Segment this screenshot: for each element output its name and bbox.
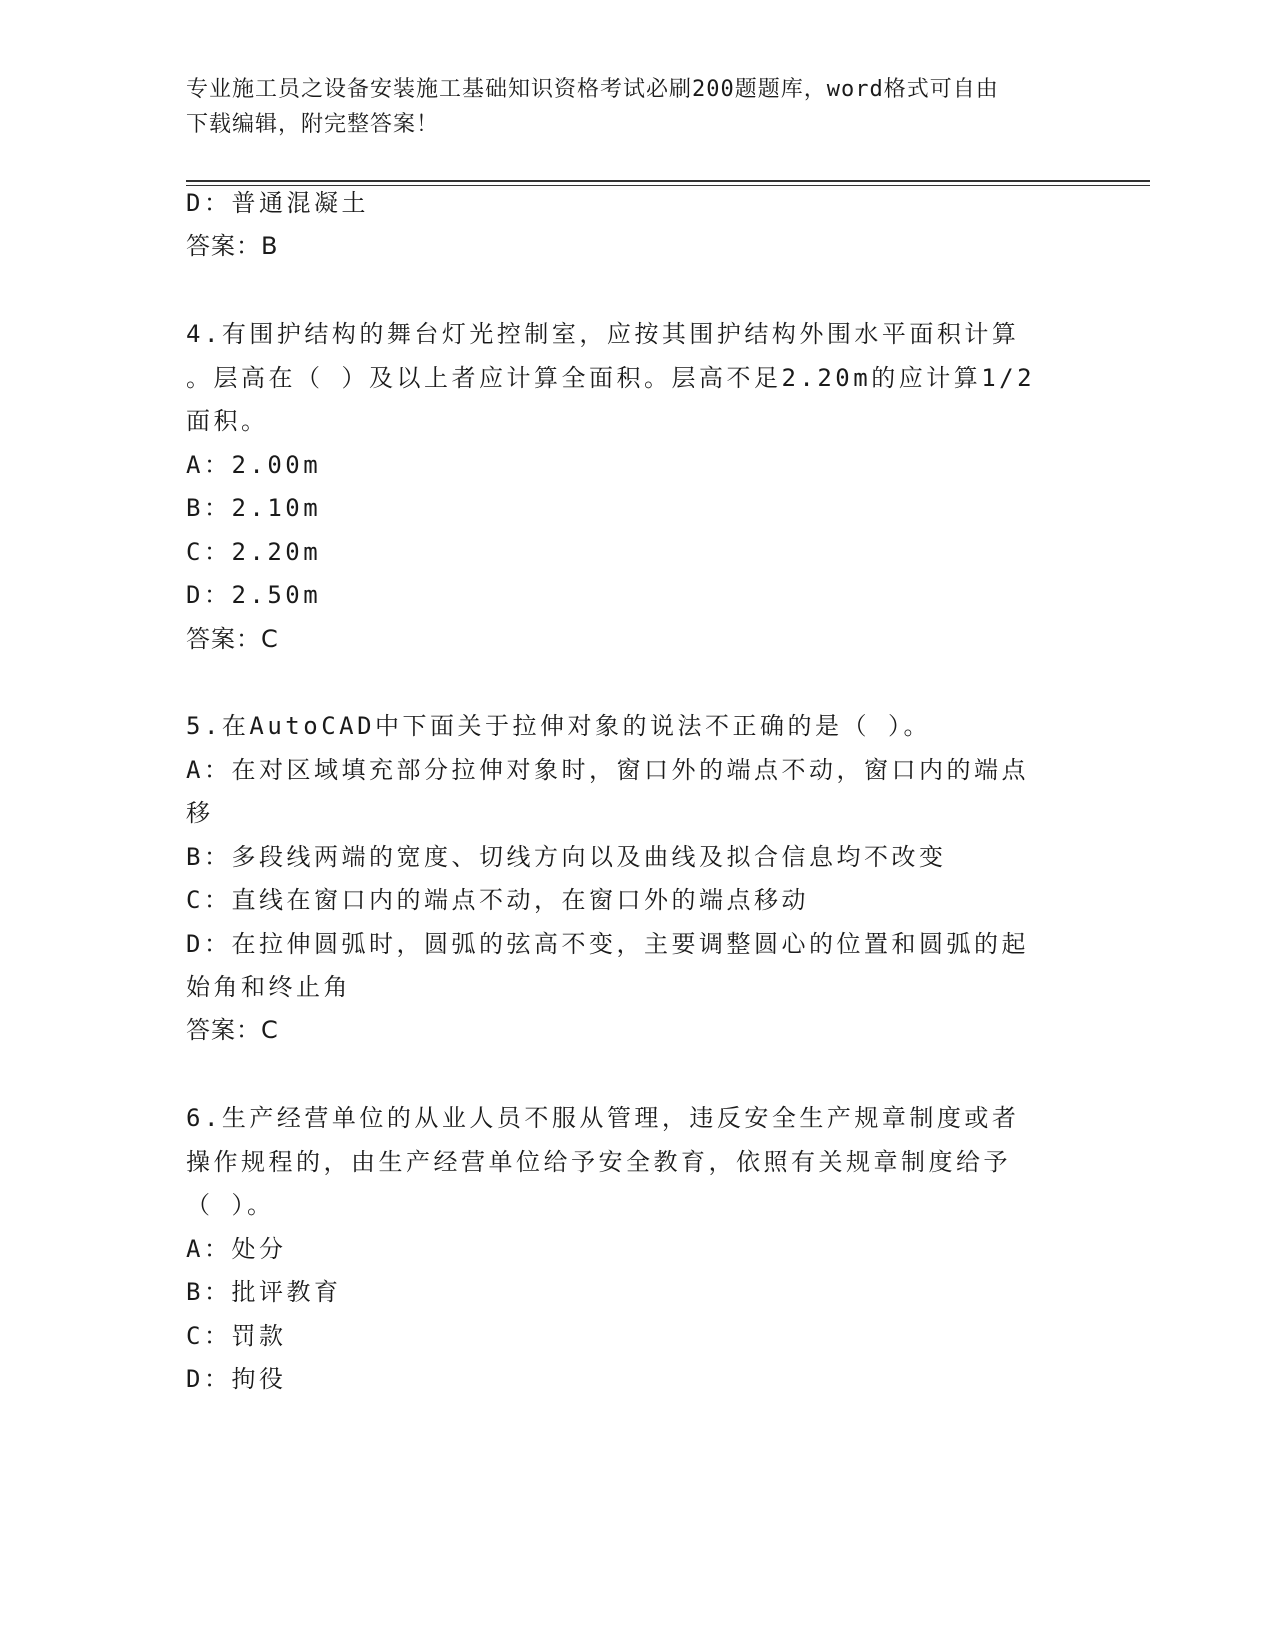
document-header: [186, 72, 1066, 142]
q5-option-a-line1: A：在对区域填充部分拉伸对象时，窗口外的端点不动，窗口内的端点: [186, 756, 1029, 784]
q5-option-d-line1: D：在拉伸圆弧时，圆弧的弦高不变，主要调整圆心的位置和圆弧的起: [186, 930, 1029, 958]
q4-stem-line2: 。层高在（ ）及以上者应计算全面积。层高不足2.20m的应计算1/2: [186, 364, 1036, 392]
q4-option-b: B：2.10m: [186, 494, 322, 522]
q4-option-d: D：2.50m: [186, 581, 322, 609]
q6-stem-line3: （ ）。: [186, 1191, 275, 1219]
q6-option-d: D：拘役: [186, 1365, 287, 1393]
q5-option-a-line2: 移: [186, 799, 214, 827]
q5-stem: 5.在AutoCAD中下面关于拉伸对象的说法不正确的是（ ）。: [186, 712, 931, 740]
q6-stem-line2: 操作规程的，由生产经营单位给予安全教育，依照有关规章制度给予: [186, 1148, 1011, 1176]
q6-option-a: A：处分: [186, 1235, 287, 1263]
header-divider-thin: [186, 185, 1150, 186]
header-divider-thick: [186, 180, 1150, 182]
q4-option-a: A：2.00m: [186, 451, 322, 479]
q6-option-c: C：罚款: [186, 1322, 287, 1350]
q4-stem-line1: 4.有围护结构的舞台灯光控制室，应按其围护结构外围水平面积计算: [186, 320, 1020, 348]
q3-option-d: D：普通混凝土: [186, 189, 369, 217]
q4-option-c: C：2.20m: [186, 538, 322, 566]
header-title-line2: 下载编辑，附完整答案！: [186, 112, 440, 137]
q3-answer: 答案：B: [186, 232, 279, 260]
q5-option-d-line2: 始角和终止角: [186, 973, 351, 1001]
q4-answer: 答案：C: [186, 625, 279, 653]
header-title-line1: 专业施工员之设备安装施工基础知识资格考试必刷200题题库，word格式可自由: [186, 77, 999, 102]
q5-option-c: C：直线在窗口内的端点不动，在窗口外的端点移动: [186, 886, 809, 914]
q6-option-b: B：批评教育: [186, 1278, 342, 1306]
q4-stem-line3: 面积。: [186, 407, 269, 435]
q6-stem-line1: 6.生产经营单位的从业人员不服从管理，违反安全生产规章制度或者: [186, 1104, 1020, 1132]
q5-answer: 答案：C: [186, 1016, 279, 1044]
q5-option-b: B：多段线两端的宽度、切线方向以及曲线及拟合信息均不改变: [186, 843, 947, 871]
